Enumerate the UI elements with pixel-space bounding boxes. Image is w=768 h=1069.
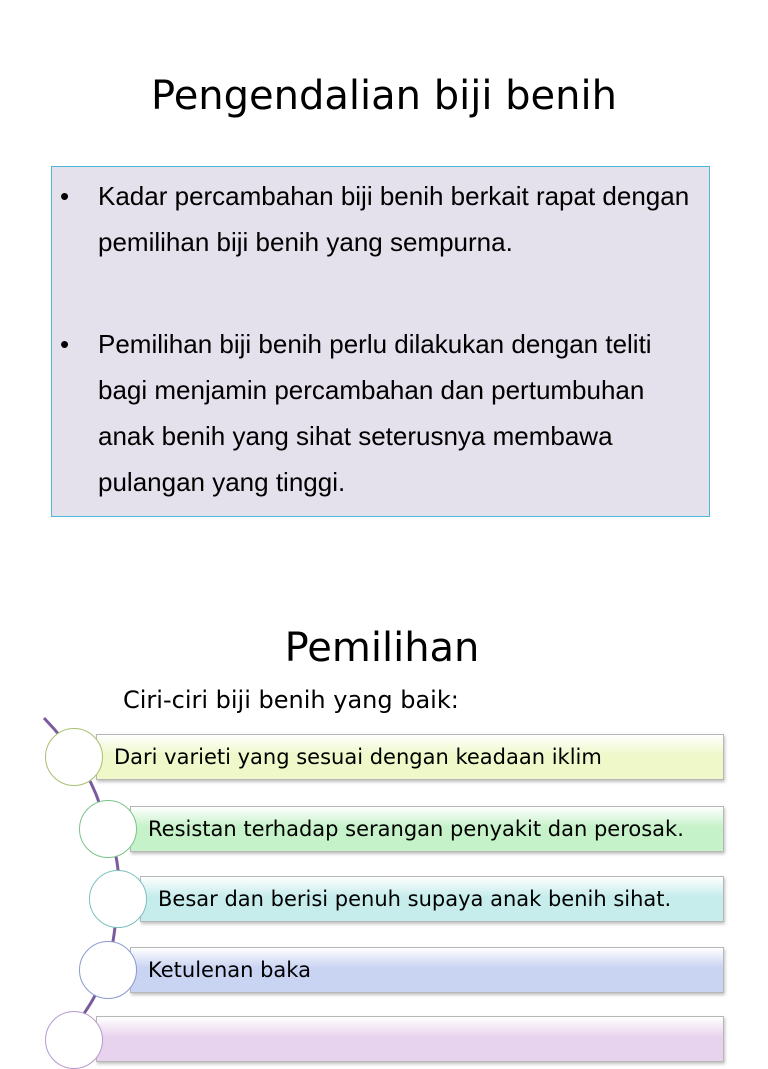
bullet-text: Pemilihan biji benih perlu dilakukan dengan teliti bagi menjamin percambahan dan pertumbuhan anak benih yang sihat seterusnya membawa pulangan yang tinggi. — [98, 329, 652, 497]
list-item-text: Ketulenan baka — [148, 958, 311, 982]
list-item-circle — [45, 1011, 103, 1069]
list-item-circle — [89, 870, 147, 928]
list-item-circle — [45, 728, 103, 786]
list-item-partial — [96, 1016, 724, 1062]
list-item — [130, 806, 724, 852]
list-subtitle: Ciri-ciri biji benih yang baik: — [123, 686, 459, 714]
list-item-circle — [79, 800, 137, 858]
list-item — [130, 947, 724, 993]
bullet-marker: • — [60, 329, 70, 359]
list-item — [96, 734, 724, 780]
list-item-text: Besar dan berisi penuh supaya anak benih sihat. — [158, 887, 672, 911]
list-item-text: Dari varieti yang sesuai dengan keadaan iklim — [114, 745, 602, 769]
slide-title: Pengendalian biji benih — [151, 73, 617, 119]
bullet-text: Kadar percambahan biji benih berkait rapat dengan pemilihan biji benih yang sempurna. — [98, 181, 690, 257]
bullet-marker: • — [60, 181, 70, 211]
list-item-circle — [79, 941, 137, 999]
section-title: Pemilihan — [284, 625, 480, 671]
list-item — [140, 876, 724, 922]
list-item-text: Resistan terhadap serangan penyakit dan perosak. — [148, 817, 684, 841]
